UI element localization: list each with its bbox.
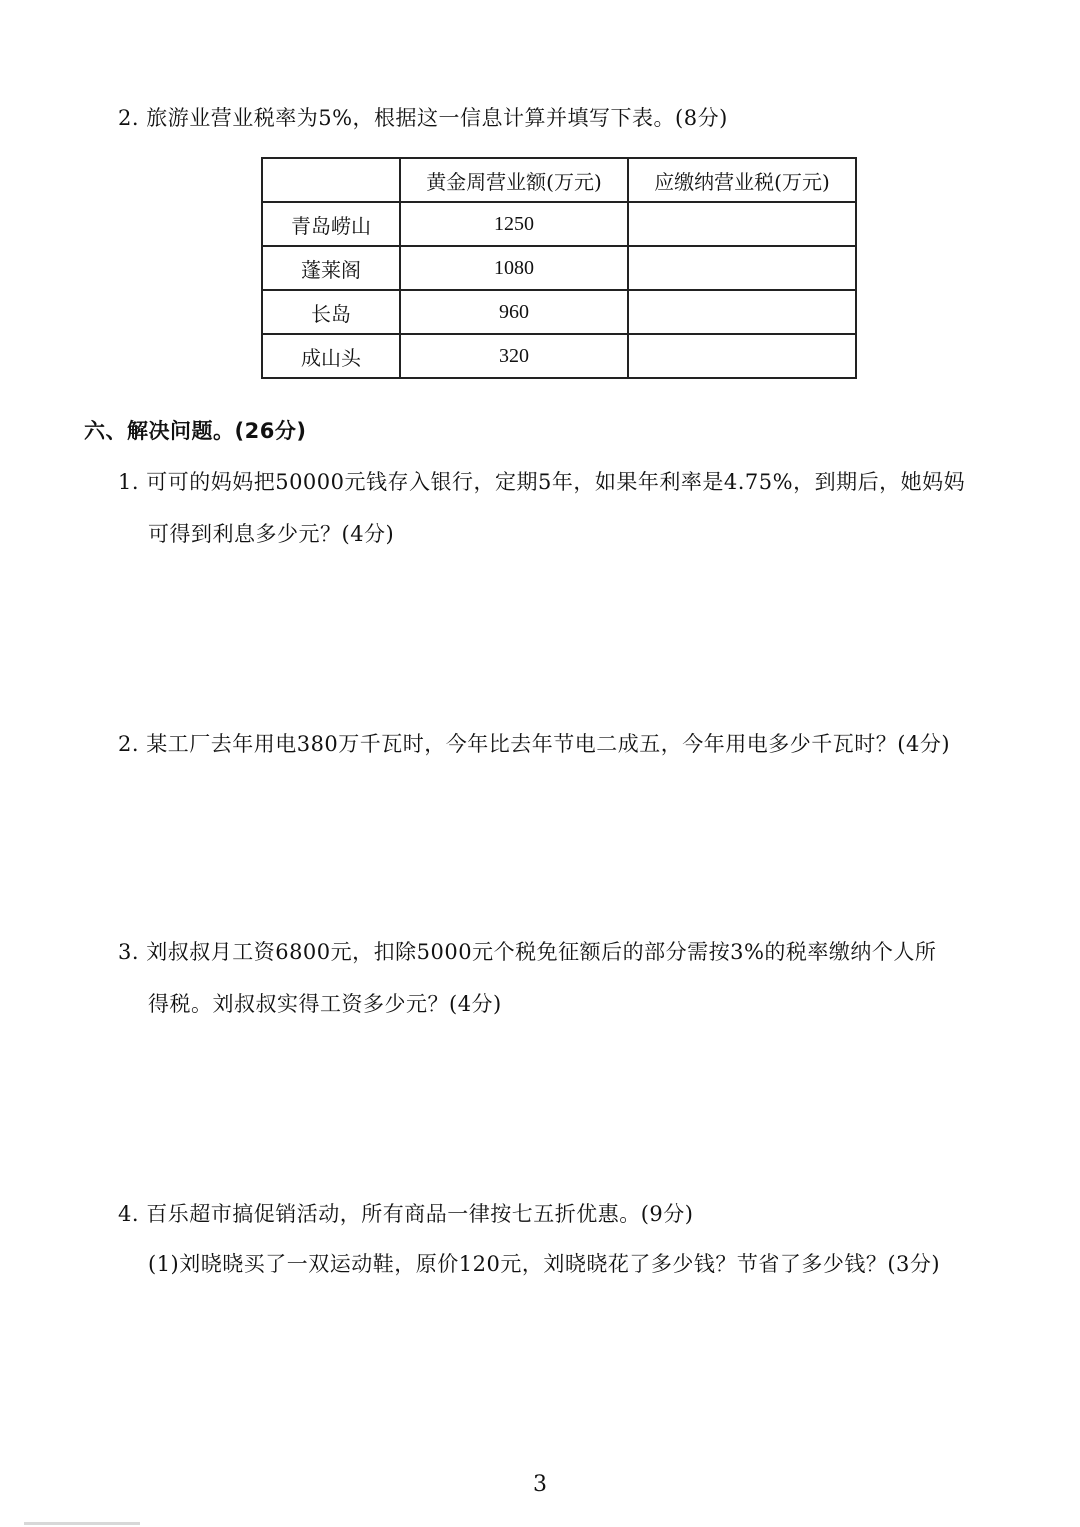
table-header-empty (262, 158, 400, 202)
table-cell-revenue: 960 (400, 290, 628, 334)
tax-table (261, 157, 857, 379)
problem-3-line-1: 3. 刘叔叔月工资6800元，扣除5000元个税免征额后的部分需按3%的税率缴纳个人所 (118, 940, 937, 964)
table-header-row (262, 158, 856, 202)
table-cell-revenue: 1250 (400, 202, 628, 246)
table-cell-place: 成山头 (262, 334, 400, 378)
table-cell-place: 长岛 (262, 290, 400, 334)
question-2-prompt: 2. 旅游业营业税率为5%，根据这一信息计算并填写下表。(8分) (118, 106, 728, 130)
table-cell-place: 青岛崂山 (262, 202, 400, 246)
problem-3-line-2: 得税。刘叔叔实得工资多少元？(4分) (148, 992, 502, 1016)
table-row (262, 202, 856, 246)
problem-4-sub-1: (1)刘晓晓买了一双运动鞋，原价120元，刘晓晓花了多少钱？节省了多少钱？(3分) (148, 1252, 941, 1276)
table-row (262, 290, 856, 334)
table-cell-revenue: 1080 (400, 246, 628, 290)
table-row (262, 246, 856, 290)
section-6-title: 六、解决问题。(26分) (84, 419, 307, 443)
problem-2: 2. 某工厂去年用电380万千瓦时，今年比去年节电二成五，今年用电多少千瓦时？(4分) (118, 732, 951, 756)
table-cell-tax-blank[interactable] (628, 202, 856, 246)
problem-1-line-2: 可得到利息多少元？(4分) (148, 522, 395, 546)
table-header-revenue: 黄金周营业额(万元) (400, 158, 628, 202)
problem-1-line-1: 1. 可可的妈妈把50000元钱存入银行，定期5年，如果年利率是4.75%，到期后，她妈妈 (118, 470, 966, 494)
table-cell-tax-blank[interactable] (628, 290, 856, 334)
table-cell-revenue: 320 (400, 334, 628, 378)
page-number: 3 (533, 1472, 547, 1497)
table-cell-tax-blank[interactable] (628, 334, 856, 378)
table-row (262, 334, 856, 378)
table-cell-place: 蓬莱阁 (262, 246, 400, 290)
problem-4: 4. 百乐超市搞促销活动，所有商品一律按七五折优惠。(9分) (118, 1202, 694, 1226)
table-header-tax: 应缴纳营业税(万元) (628, 158, 856, 202)
table-cell-tax-blank[interactable] (628, 246, 856, 290)
corner-decoration (24, 1522, 140, 1525)
